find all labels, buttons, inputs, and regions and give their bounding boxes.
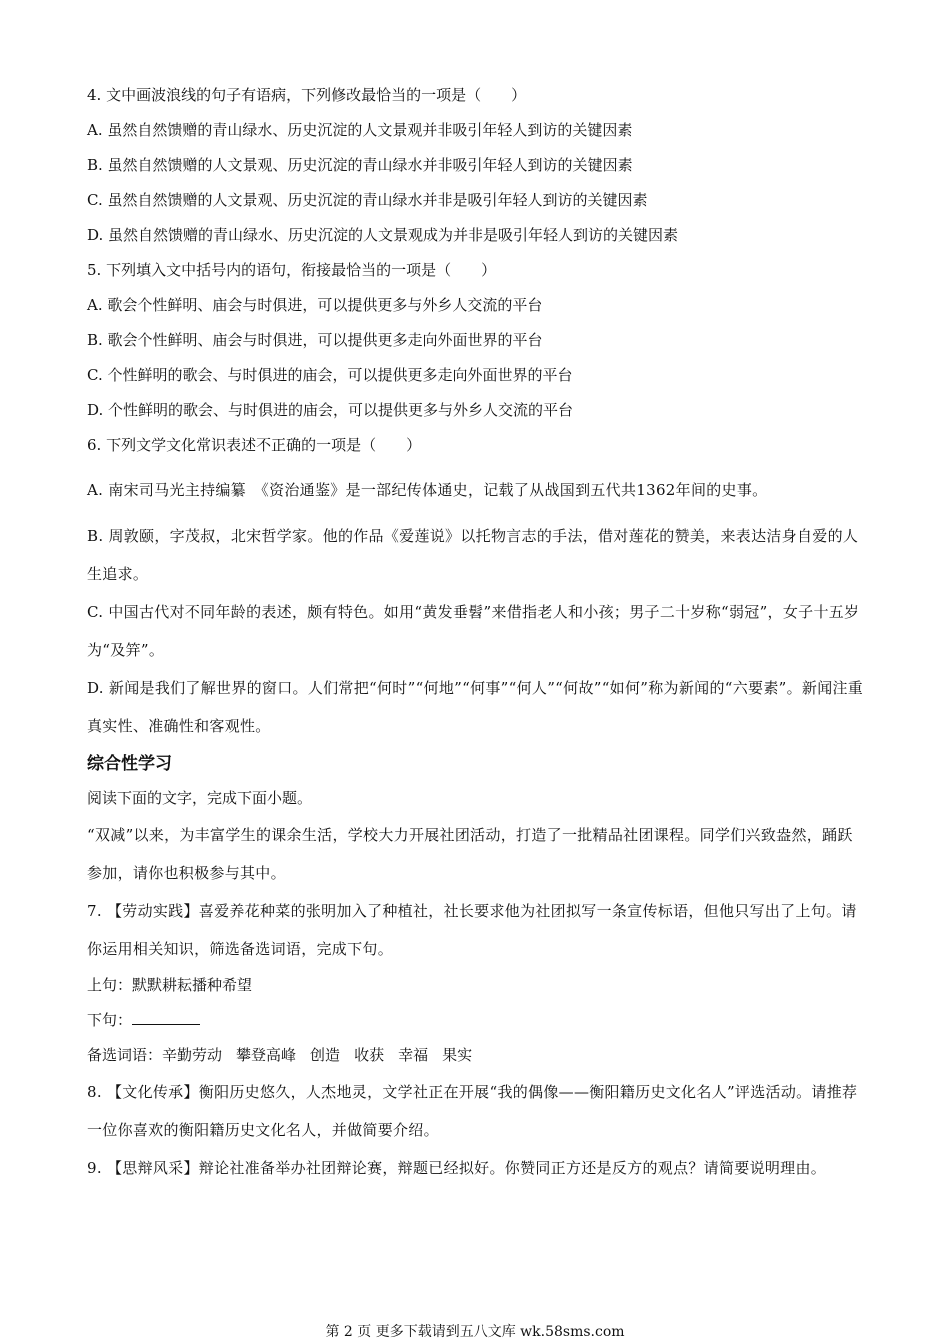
candidate-word: 收获 [354,1046,385,1064]
candidate-word: 攀登高峰 [236,1046,297,1064]
exam-page [87,78,867,1187]
q7-lower-line [87,1003,867,1038]
q6-option-b: B. 周敦颐，字茂叔，北宋哲学家。他的作品《爱莲说》以托物言志的手法，借对莲花的赞美，来表达洁身自爱的人生追求。 [87,527,859,583]
candidate-word: 果实 [442,1046,473,1064]
q4-option-c: C. 虽然自然馈赠的人文景观、历史沉淀的青山绿水并非是吸引年轻人到访的关键因素 [87,191,648,209]
q6-option-c: C. 中国古代对不同年龄的表述，颇有特色。如用“黄发垂髫”来借指老人和小孩；男子二十岁称“弱冠”，女子十五岁为“及笄”。 [87,603,860,659]
q6-stem: 6. 下列文学文化常识表述不正确的一项是（ ） [87,436,422,454]
q7-stem: 7. 【劳动实践】喜爱养花种菜的张明加入了种植社，社长要求他为社团拟写一条宣传标语，但他只写出了上句。请你运用相关知识，筛选备选词语，完成下句。 [87,902,857,958]
q6-option-a: A. 南宋司马光主持编纂 《资治通鉴》是一部纪传体通史，记载了从战国到五代共1362年间的史事。 [87,481,768,499]
section-title: 综合性学习 [87,754,172,774]
q4-option-b: B. 虽然自然馈赠的人文景观、历史沉淀的青山绿水并非吸引年轻人到访的关键因素 [87,156,633,174]
section-passage: “双减”以来，为丰富学生的课余生活，学校大力开展社团活动，打造了一批精品社团课程。同学们兴致盎然，踊跃参加，请你也积极参与其中。 [87,826,853,882]
q4-option-d: D. 虽然自然馈赠的青山绿水、历史沉淀的人文景观成为并非是吸引年轻人到访的关键因素 [87,226,679,244]
q4-option-a: A. 虽然自然馈赠的青山绿水、历史沉淀的人文景观并非吸引年轻人到访的关键因素 [87,121,633,139]
q7-lower-label: 下句： [87,1011,133,1029]
q7-answer-blank[interactable] [132,1010,200,1025]
q9-stem: 9. 【思辩风采】辩论社准备举办社团辩论赛，辩题已经拟好。你赞同正方还是反方的观点？请简要说明理由。 [87,1159,827,1177]
candidate-word: 幸福 [398,1046,429,1064]
candidate-word: 创造 [310,1046,341,1064]
q7-candidates [87,1038,867,1073]
page-footer: 第 2 页 更多下载请到五八文库 wk.58sms.com [325,1324,625,1340]
section-intro: 阅读下面的文字，完成下面小题。 [87,789,313,807]
q5-option-c: C. 个性鲜明的歌会、与时俱进的庙会，可以提供更多走向外面世界的平台 [87,366,573,384]
q7-candidates-label: 备选词语： [87,1046,163,1064]
q4-stem: 4. 文中画波浪线的句子有语病，下列修改最恰当的一项是（ ） [87,86,527,104]
q5-option-d: D. 个性鲜明的歌会、与时俱进的庙会，可以提供更多与外乡人交流的平台 [87,401,574,419]
q5-option-b: B. 歌会个性鲜明、庙会与时俱进，可以提供更多走向外面世界的平台 [87,331,543,349]
q8-stem: 8. 【文化传承】衡阳历史悠久，人杰地灵，文学社正在开展“我的偶像——衡阳籍历史文化名人”评选活动。请推荐一位你喜欢的衡阳籍历史文化名人，并做简要介绍。 [87,1083,858,1139]
q5-option-a: A. 歌会个性鲜明、庙会与时俱进，可以提供更多与外乡人交流的平台 [87,296,543,314]
candidate-word: 辛勤劳动 [162,1046,223,1064]
q5-stem: 5. 下列填入文中括号内的语句，衔接最恰当的一项是（ ） [87,261,497,279]
q6-option-d: D. 新闻是我们了解世界的窗口。人们常把“何时”“何地”“何事”“何人”“何故”“如何”称为新闻的“六要素”。新闻注重真实性、准确性和客观性。 [87,679,864,735]
q7-upper-line: 上句：默默耕耘播种希望 [87,976,253,994]
